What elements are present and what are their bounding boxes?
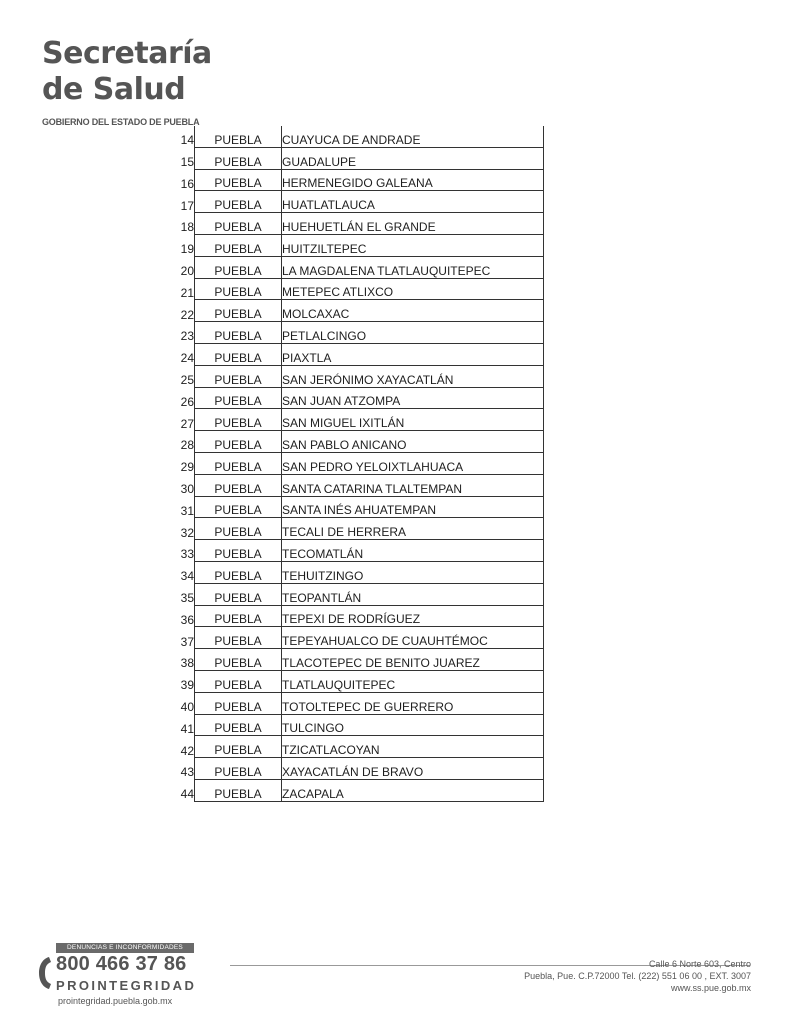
state-cell: PUEBLA [195,365,282,387]
row-number: 30 [180,482,194,497]
state-cell: PUEBLA [195,343,282,365]
row-number: 17 [180,198,194,213]
table-row [168,714,544,736]
municipality-cell: SANTA CATARINA TLALTEMPAN [282,474,544,496]
row-number: 43 [180,765,194,780]
municipality-cell: PETLALCINGO [282,322,544,344]
table-row [168,343,544,365]
row-number: 40 [180,700,194,715]
state-cell: PUEBLA [195,649,282,671]
municipality-cell: TULCINGO [282,714,544,736]
table-row [168,256,544,278]
municipality-cell: TLACOTEPEC DE BENITO JUAREZ [282,649,544,671]
table-row [168,126,544,147]
state-cell: PUEBLA [195,256,282,278]
hotline-number[interactable]: 800 466 37 86 [56,953,187,975]
municipality-cell: TECOMATLÁN [282,540,544,562]
row-number: 36 [180,612,194,627]
table-row [168,758,544,780]
row-number: 27 [180,416,194,431]
municipality-cell: SAN JUAN ATZOMPA [282,387,544,409]
state-cell: PUEBLA [195,758,282,780]
row-number: 23 [180,329,194,344]
table-row [168,147,544,169]
denuncias-banner: DENUNCIAS E INCONFORMIDADES [56,943,194,953]
phone-icon [36,953,54,993]
table-row [168,540,544,562]
website-link[interactable]: www.ss.pue.gob.mx [670,983,751,993]
municipality-cell: TEPEYAHUALCO DE CUAUHTÉMOC [282,627,544,649]
row-number: 28 [180,438,194,453]
row-number: 18 [180,220,194,235]
municipality-cell: MOLCAXAC [282,300,544,322]
row-number: 29 [180,460,194,475]
municipality-cell: SAN JERÓNIMO XAYACATLÁN [282,365,544,387]
table-row [168,736,544,758]
table-row [168,278,544,300]
state-cell: PUEBLA [195,234,282,256]
table-row [168,496,544,518]
municipality-table [168,126,544,802]
municipality-table-body [168,126,544,801]
municipality-cell: TOTOLTEPEC DE GUERRERO [282,692,544,714]
municipality-cell: SANTA INÉS AHUATEMPAN [282,496,544,518]
state-cell: PUEBLA [195,627,282,649]
table-row [168,583,544,605]
state-cell: PUEBLA [195,779,282,801]
prointegridad-url[interactable]: prointegridad.puebla.gob.mx [58,996,173,1006]
row-number: 33 [180,547,194,562]
table-row [168,191,544,213]
table-row [168,409,544,431]
table-row [168,365,544,387]
municipality-cell: ZACAPALA [282,779,544,801]
municipality-cell: TECALI DE HERRERA [282,518,544,540]
logo-title-line1: Secretaría [42,36,212,71]
municipality-cell: SAN PABLO ANICANO [282,431,544,453]
state-cell: PUEBLA [195,169,282,191]
row-number: 39 [180,678,194,693]
prointegridad-title: PROINTEGRIDAD [56,978,197,993]
row-number: 32 [180,525,194,540]
state-cell: PUEBLA [195,605,282,627]
state-cell: PUEBLA [195,496,282,518]
table-row [168,431,544,453]
municipality-cell: GUADALUPE [282,147,544,169]
state-cell: PUEBLA [195,670,282,692]
state-cell: PUEBLA [195,409,282,431]
table-row [168,387,544,409]
row-number: 19 [180,242,194,257]
state-cell: PUEBLA [195,714,282,736]
footer-address [524,958,751,994]
table-row [168,779,544,801]
municipality-cell: LA MAGDALENA TLATLAUQUITEPEC [282,256,544,278]
logo-title-line2: de Salud [42,72,186,107]
table-row [168,627,544,649]
government-label: GOBIERNO DEL ESTADO DE PUEBLA [42,117,200,127]
municipality-cell: TZICATLACOYAN [282,736,544,758]
table-row [168,322,544,344]
table-row [168,452,544,474]
table-row [168,518,544,540]
municipality-cell: TEHUITZINGO [282,561,544,583]
row-number: 38 [180,656,194,671]
table-row [168,561,544,583]
state-cell: PUEBLA [195,387,282,409]
table-row [168,605,544,627]
state-cell: PUEBLA [195,692,282,714]
municipality-cell: METEPEC ATLIXCO [282,278,544,300]
state-cell: PUEBLA [195,518,282,540]
row-number: 44 [180,787,194,802]
state-cell: PUEBLA [195,322,282,344]
row-number: 15 [180,155,194,170]
municipality-cell: PIAXTLA [282,343,544,365]
municipality-cell: SAN PEDRO YELOIXTLAHUACA [282,452,544,474]
municipality-cell: HERMENEGIDO GALEANA [282,169,544,191]
row-number: 20 [180,264,194,279]
row-number: 14 [180,133,194,148]
state-cell: PUEBLA [195,147,282,169]
table-row [168,474,544,496]
table-row [168,300,544,322]
table-row [168,692,544,714]
row-number: 24 [180,351,194,366]
row-number: 41 [180,721,194,736]
row-number: 31 [180,503,194,518]
row-number: 16 [180,176,194,191]
row-number: 35 [180,591,194,606]
state-cell: PUEBLA [195,561,282,583]
row-number: 37 [180,634,194,649]
municipality-cell: SAN MIGUEL IXITLÁN [282,409,544,431]
state-cell: PUEBLA [195,583,282,605]
state-cell: PUEBLA [195,540,282,562]
address-line2: Puebla, Pue. C.P.72000 Tel. (222) 551 06 00 , EXT. 3007 [524,971,751,981]
municipality-cell: XAYACATLÁN DE BRAVO [282,758,544,780]
row-number: 25 [180,373,194,388]
state-cell: PUEBLA [195,736,282,758]
logo [42,36,212,108]
row-number: 22 [180,307,194,322]
table-row [168,213,544,235]
state-cell: PUEBLA [195,213,282,235]
municipality-cell: HUEHUETLÁN EL GRANDE [282,213,544,235]
municipality-cell: HUITZILTEPEC [282,234,544,256]
municipality-cell: TEOPANTLÁN [282,583,544,605]
row-number: 26 [180,394,194,409]
table-row [168,234,544,256]
municipality-cell: TLATLAUQUITEPEC [282,670,544,692]
state-cell: PUEBLA [195,278,282,300]
table-row [168,169,544,191]
municipality-cell: TEPEXI DE RODRÍGUEZ [282,605,544,627]
state-cell: PUEBLA [195,191,282,213]
table-row [168,670,544,692]
state-cell: PUEBLA [195,300,282,322]
row-number: 42 [180,743,194,758]
municipality-cell: HUATLATLAUCA [282,191,544,213]
state-cell: PUEBLA [195,452,282,474]
table-row [168,649,544,671]
state-cell: PUEBLA [195,431,282,453]
municipality-cell: CUAYUCA DE ANDRADE [282,126,544,147]
state-cell: PUEBLA [195,126,282,147]
row-number: 21 [180,285,194,300]
address-line1: Calle 6 Norte 603, Centro [648,959,751,969]
state-cell: PUEBLA [195,474,282,496]
row-number: 34 [180,569,194,584]
